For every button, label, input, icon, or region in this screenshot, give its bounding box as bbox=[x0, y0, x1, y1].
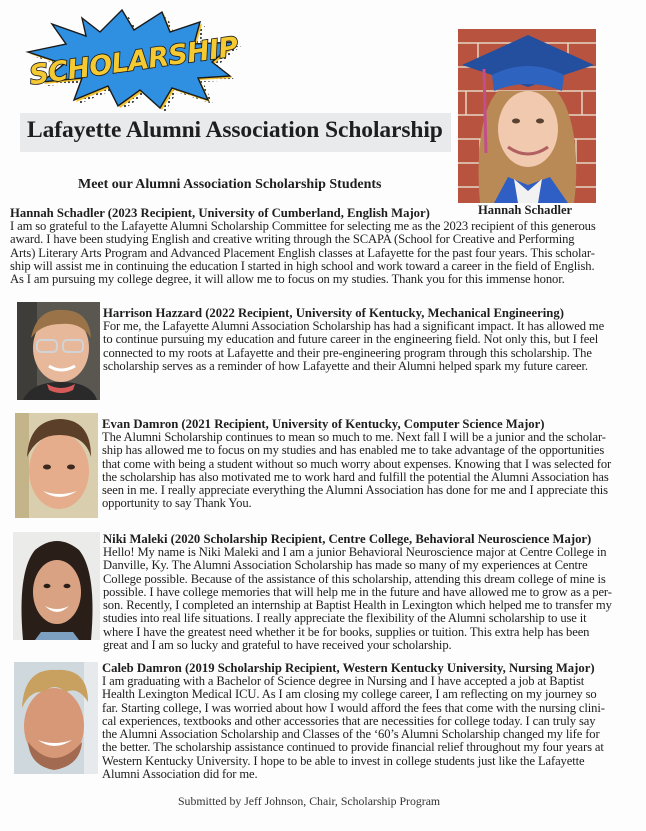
body-line: the better. The scholarship assistance continued to provide financial relief throughout my four years at bbox=[102, 740, 604, 755]
evan-damron-photo bbox=[15, 413, 98, 518]
body-line: the Alumni Association Scholarship and Classes of the ‘60’s Alumni Scholarship changed my life for bbox=[102, 727, 600, 742]
body-line: scholarship serves as a reminder of how Lafayette and their Alumni helped spark my future career. bbox=[103, 358, 588, 373]
body-line: studies into real life situations. I really appreciate the flexibility of the Alumni scholarship to use it bbox=[103, 611, 587, 626]
body-line: connected to my roots at Lafayette and their pre-engineering program through this scholarship. The bbox=[103, 345, 592, 360]
body-line: Danville, Ky. The Alumni Association Scholarship has made so many of my experiences at Centre bbox=[103, 558, 588, 573]
body-line: ship will assist me in continuing the education I started in high school and work toward a career in the field of English. bbox=[10, 258, 595, 273]
body-line: Alumni Association did for me. bbox=[102, 767, 258, 782]
body-line: I am graduating with a Bachelor of Science degree in Nursing and I have accepted a job at Baptist bbox=[102, 674, 585, 688]
body-line: Hello! My name is Niki Maleki and I am a junior Behavioral Neuroscience major at Centre College in bbox=[103, 545, 607, 559]
body-line: As I am pursuing my college degree, it will allow me to focus on my studies. Thank you for this immense honor. bbox=[10, 272, 565, 287]
body-line: ship has allowed me to focus on my studies and has enabled me to take advantage of the opportunities bbox=[102, 443, 605, 458]
logo-text: SCHOLARSHIP bbox=[27, 31, 240, 92]
entry-heading-harrison: Harrison Hazzard (2022 Recipient, University of Kentucky, Mechanical Engineering) bbox=[103, 306, 564, 320]
page-subtitle: Meet our Alumni Association Scholarship Students bbox=[78, 177, 382, 192]
niki-maleki-photo bbox=[13, 532, 100, 640]
body-line: far. Starting college, I was worried about how I would afford the fees that come with the nursing clini- bbox=[102, 700, 605, 715]
body-line: cal experiences, textbooks and other accessories that are necessities for college today. I can truly say bbox=[102, 713, 596, 728]
entry-heading-evan: Evan Damron (2021 Recipient, University of Kentucky, Computer Science Major) bbox=[102, 417, 545, 431]
entry-body-hannah bbox=[10, 220, 596, 286]
hero-photo-caption: Hannah Schadler bbox=[478, 203, 573, 217]
body-line: son. Recently, I completed an internship at Baptist Health in Lexington which helped me to transfer my bbox=[103, 598, 612, 613]
entry-heading-caleb: Caleb Damron (2019 Scholarship Recipient, Western Kentucky University, Nursing Major) bbox=[102, 661, 595, 675]
harrison-hazzard-photo bbox=[17, 302, 100, 400]
body-line: For me, the Lafayette Alumni Association Scholarship has had a significant impact. It has allowed me bbox=[103, 319, 605, 333]
entry-body-evan bbox=[102, 431, 611, 511]
entry-heading-niki: Niki Maleki (2020 Scholarship Recipient, Centre College, Behavioral Neuroscience Major) bbox=[103, 532, 592, 546]
body-line: I am so grateful to the Lafayette Alumni Scholarship Committee for selecting me as the 2023 recipient of this generous bbox=[10, 219, 596, 233]
body-line: seen in me. I really appreciate everything the Alumni Association has done for me and I appreciate this bbox=[102, 483, 608, 498]
body-line: The Alumni Scholarship continues to mean so much to me. Next fall I will be a junior and the scholar- bbox=[102, 430, 606, 444]
body-line: Health Lexington Medical ICU. As I am closing my college career, I am reflecting on my journey so bbox=[102, 687, 597, 702]
scholarship-logo bbox=[22, 4, 244, 112]
body-line: that come with being a student without so much worry about expenses. Knowing that I was selected for bbox=[102, 456, 612, 471]
body-line: the scholarship has also motivated me to work hard and fulfill the potential the Alumni Association has bbox=[102, 469, 609, 484]
entry-heading-hannah: Hannah Schadler (2023 Recipient, University of Cumberland, English Major) bbox=[10, 206, 430, 220]
caleb-damron-photo bbox=[14, 662, 98, 774]
body-line: Arts) Literary Arts Program and Advanced Placement English classes at Lafayette for the past four years. This scholar- bbox=[10, 245, 595, 260]
entry-body-niki bbox=[103, 546, 612, 652]
body-line: opportunity to say Thank You. bbox=[102, 496, 252, 511]
entry-body-caleb bbox=[102, 675, 605, 781]
submitted-by-footer: Submitted by Jeff Johnson, Chair, Scholarship Program bbox=[178, 794, 441, 808]
page-title: Lafayette Alumni Association Scholarship bbox=[27, 117, 443, 143]
body-line: College possible. Because of the assistance of this scholarship, attending this dream college of mine is bbox=[103, 571, 606, 586]
body-line: possible. I have college memories that will help me in the future and have allowed me to grow as a per- bbox=[103, 584, 612, 599]
body-line: great and I am so lucky and grateful to have received your scholarship. bbox=[103, 638, 452, 653]
body-line: award. I have been studying English and creative writing through the SCAPA (School for Creative and Performing bbox=[10, 232, 575, 247]
entry-body-harrison bbox=[103, 320, 604, 373]
body-line: to continue pursuing my education and future career in the engineering field. Not only this, but I feel bbox=[103, 332, 599, 347]
body-line: where I have the greatest need whether it be for books, supplies or tuition. This extra help has been bbox=[103, 624, 590, 639]
body-line: Western Kentucky University. I hope to be able to invest in college students just like the Lafayette bbox=[102, 753, 585, 768]
hannah-schadler-photo bbox=[458, 29, 596, 203]
comic-burst-icon bbox=[22, 4, 244, 112]
